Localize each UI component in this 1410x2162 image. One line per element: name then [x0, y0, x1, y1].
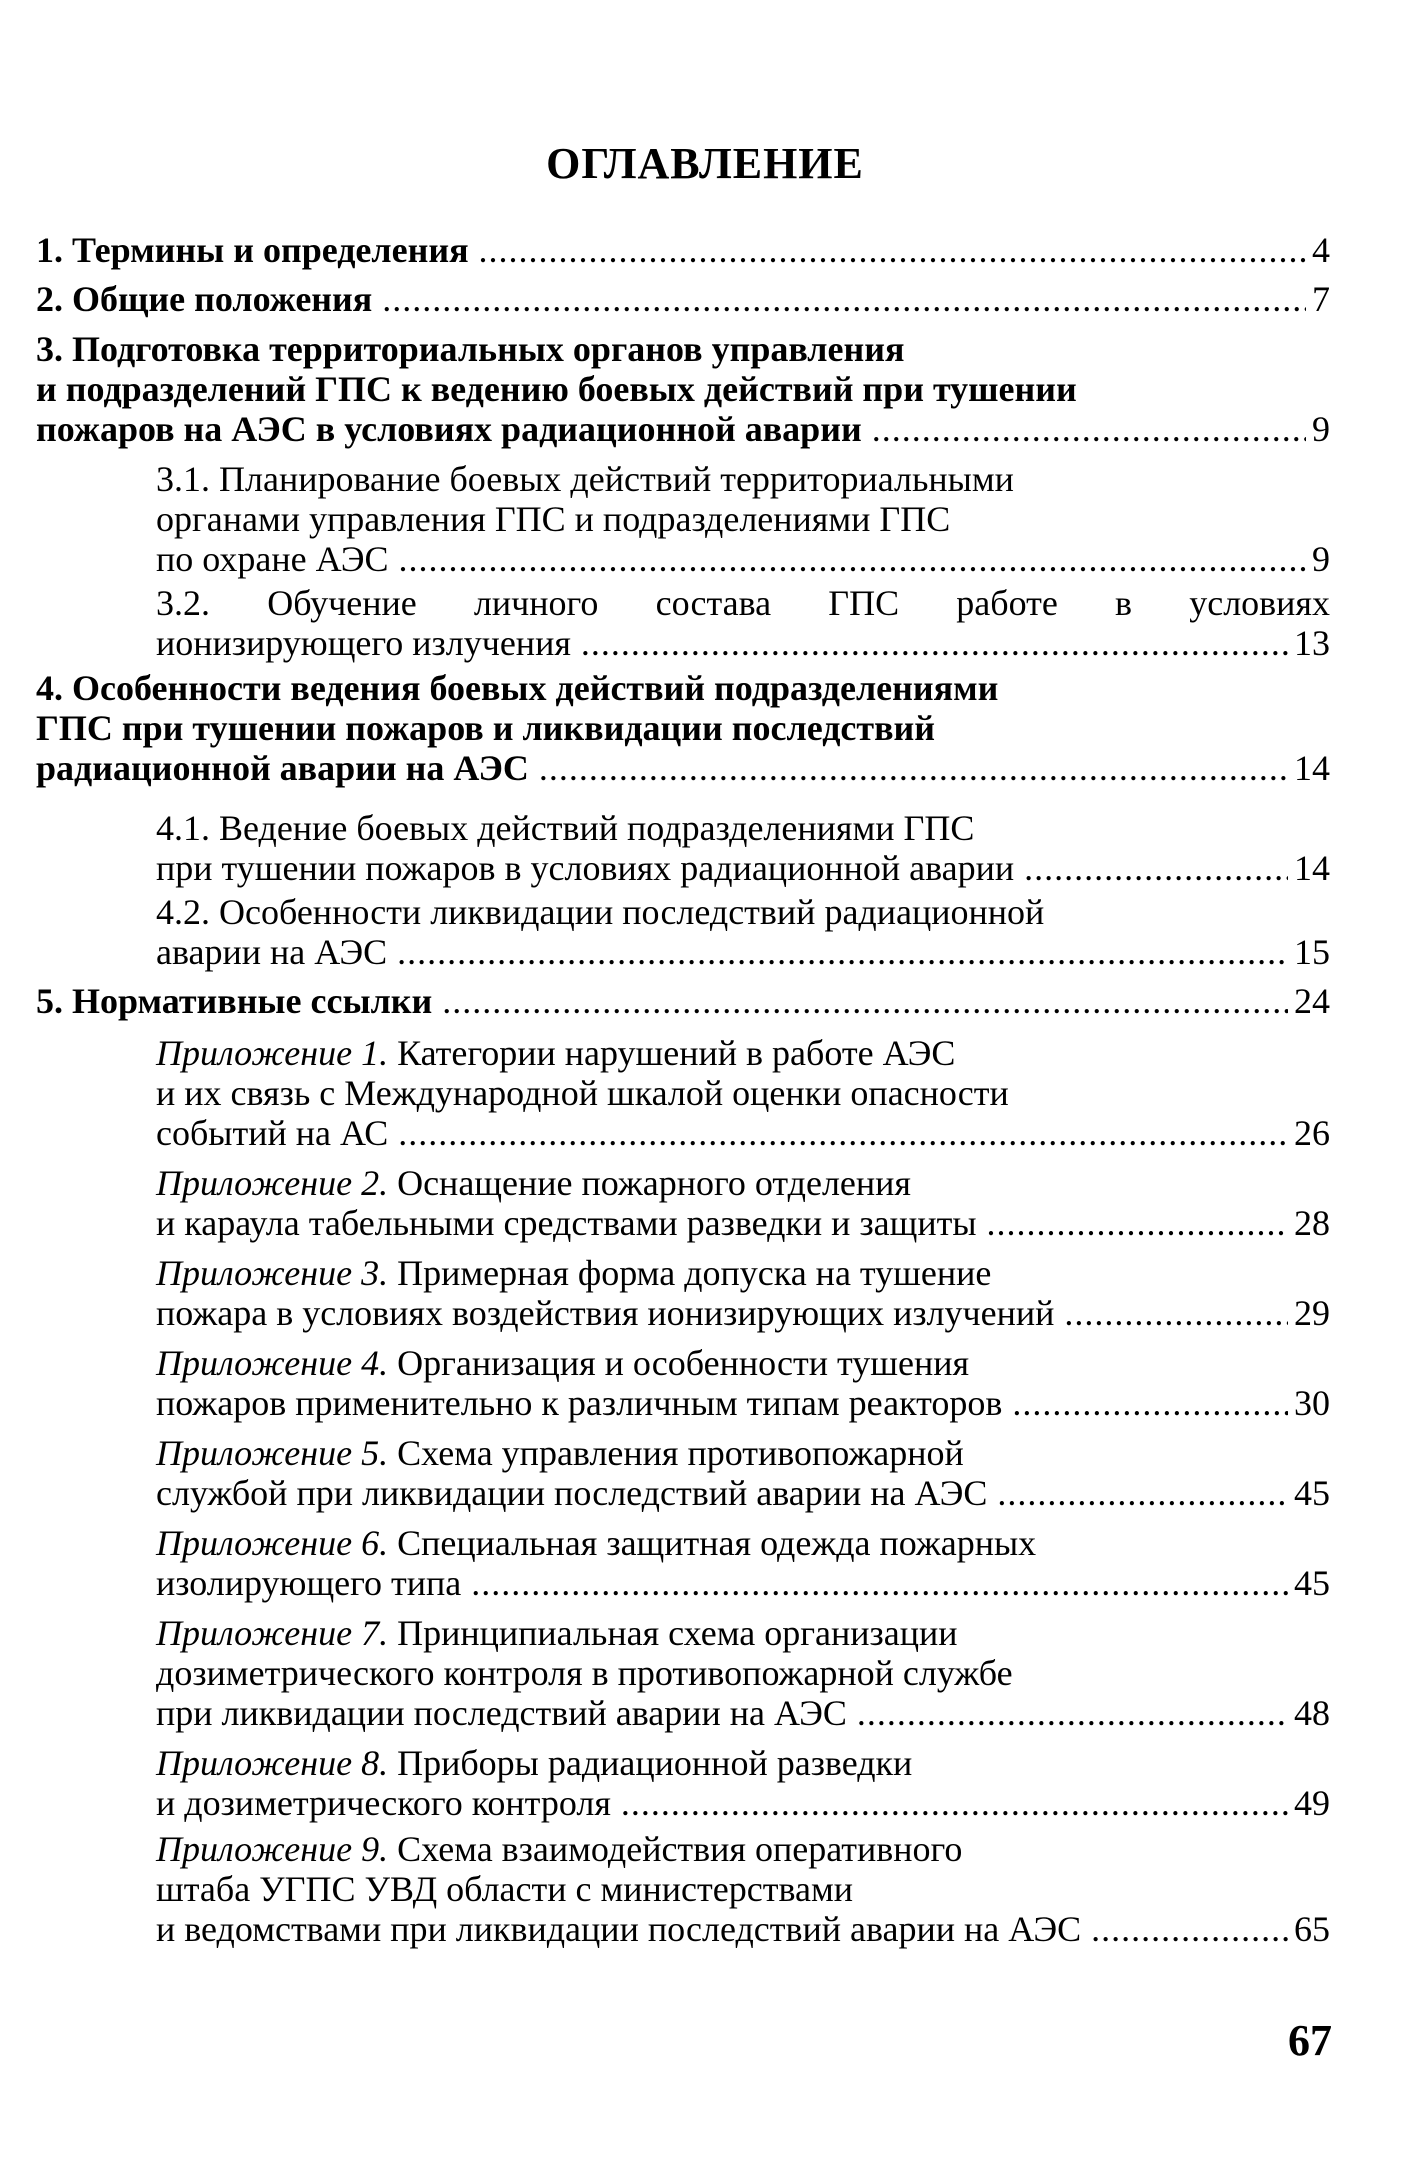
leader-dots	[471, 1563, 1288, 1603]
toc-appendix-1	[156, 1033, 1330, 1153]
toc-entry-5	[36, 981, 1330, 1021]
toc-entry-3-1	[156, 459, 1330, 579]
toc-entry-text: органами управления ГПС и подразделениями ГПС	[156, 499, 951, 539]
toc-entry-text: аварии на АЭС	[156, 932, 388, 972]
toc-entry-4	[36, 668, 1330, 788]
toc-entry-text: Примерная форма допуска на тушение	[397, 1253, 992, 1293]
leader-dots	[479, 230, 1306, 270]
toc-entry-3	[36, 329, 1330, 449]
toc-entry-text: пожаров на АЭС в условиях радиационной аварии	[36, 409, 862, 449]
toc-entry-text: Схема взаимодействия оперативного	[397, 1829, 963, 1869]
toc-entry-text: и караула табельными средствами разведки и защиты	[156, 1203, 977, 1243]
toc-entry-text: и их связь с Международной шкалой оценки опасности	[156, 1073, 1009, 1113]
appendix-prefix: Приложение 4.	[156, 1343, 389, 1383]
page-number: 67	[1288, 2016, 1332, 2065]
toc-page-number: 28	[1294, 1203, 1330, 1243]
leader-dots	[987, 1203, 1288, 1243]
toc-appendix-7	[156, 1613, 1330, 1733]
toc-entry-text: Специальная защитная одежда пожарных	[397, 1523, 1037, 1563]
toc-page-number: 65	[1294, 1909, 1330, 1949]
toc-page-number: 15	[1294, 932, 1330, 972]
leader-dots	[997, 1473, 1288, 1513]
toc-entry-3-2	[156, 583, 1330, 663]
toc-page-number: 24	[1294, 981, 1330, 1021]
toc-entry-text: дозиметрического контроля в противопожарной службе	[156, 1653, 1013, 1693]
toc-appendix-8	[156, 1743, 1330, 1823]
page-title: ОГЛАВЛЕНИЕ	[546, 139, 864, 188]
leader-dots	[1024, 848, 1288, 888]
appendix-prefix: Приложение 8.	[156, 1743, 389, 1783]
toc-entry-text: Оснащение пожарного отделения	[397, 1163, 911, 1203]
toc-page-number: 48	[1294, 1693, 1330, 1733]
toc-entry-text: 1. Термины и определения	[36, 230, 469, 270]
leader-dots	[621, 1783, 1288, 1823]
toc-entry-text: радиационной аварии на АЭС	[36, 748, 529, 788]
toc-page-number: 9	[1312, 539, 1330, 579]
toc-entry-text: 3.2. Обучение личного состава ГПС работе в условиях	[156, 583, 1330, 623]
toc-entry-text: Категории нарушений в работе АЭС	[397, 1033, 956, 1073]
toc-entry-text: Организация и особенности тушения	[397, 1343, 970, 1383]
toc-entry-text: 3.1. Планирование боевых действий территориальными	[156, 459, 1014, 499]
toc-entry-text: 2. Общие положения	[36, 279, 373, 319]
leader-dots	[872, 409, 1306, 449]
toc-entry-text: пожаров применительно к различным типам реакторов	[156, 1383, 1003, 1423]
toc-page-number: 7	[1312, 279, 1330, 319]
toc-entry-text: и дозиметрического контроля	[156, 1783, 611, 1823]
toc-page-number: 13	[1294, 623, 1330, 663]
toc-page-number: 14	[1294, 748, 1330, 788]
toc-page-number: 14	[1294, 848, 1330, 888]
appendix-prefix: Приложение 5.	[156, 1433, 389, 1473]
toc-page-number: 9	[1312, 409, 1330, 449]
leader-dots	[1091, 1909, 1288, 1949]
toc-entry-text: 3. Подготовка территориальных органов управления	[36, 329, 905, 369]
toc-page-number: 45	[1294, 1473, 1330, 1513]
leader-dots	[398, 1113, 1288, 1153]
leader-dots	[581, 623, 1288, 663]
appendix-prefix: Приложение 1.	[156, 1033, 389, 1073]
toc-appendix-2	[156, 1163, 1330, 1243]
appendix-prefix: Приложение 3.	[156, 1253, 389, 1293]
toc-entry-text: штаба УГПС УВД области с министерствами	[156, 1869, 854, 1909]
leader-dots	[442, 981, 1288, 1021]
toc-entry-text: 4. Особенности ведения боевых действий подразделениями	[36, 668, 999, 708]
toc-entry-text: ионизирующего излучения	[156, 623, 571, 663]
toc-entry-text: ГПС при тушении пожаров и ликвидации последствий	[36, 708, 935, 748]
toc-entry-text: и подразделений ГПС к ведению боевых действий при тушении	[36, 369, 1077, 409]
toc-entry-text: событий на АС	[156, 1113, 389, 1153]
toc-entry-2	[36, 279, 1330, 319]
toc-entry-text: при ликвидации последствий аварии на АЭС	[156, 1693, 847, 1733]
toc-entry-text: при тушении пожаров в условиях радиационной аварии	[156, 848, 1015, 888]
appendix-prefix: Приложение 6.	[156, 1523, 389, 1563]
leader-dots	[1012, 1383, 1288, 1423]
toc-entry-text: службой при ликвидации последствий аварии на АЭС	[156, 1473, 988, 1513]
leader-dots	[398, 539, 1306, 579]
toc-appendix-5	[156, 1433, 1330, 1513]
toc-entry-text: пожара в условиях воздействия ионизирующих излучений	[156, 1293, 1055, 1333]
toc-entry-text: 4.2. Особенности ликвидации последствий радиационной	[156, 892, 1045, 932]
toc-page-number: 29	[1294, 1293, 1330, 1333]
appendix-prefix: Приложение 9.	[156, 1829, 389, 1869]
toc-appendix-9	[156, 1829, 1330, 1949]
toc-appendix-3	[156, 1253, 1330, 1333]
toc-entry-text: по охране АЭС	[156, 539, 389, 579]
toc-appendix-4	[156, 1343, 1330, 1423]
toc-page-number: 4	[1312, 230, 1330, 270]
leader-dots	[382, 279, 1306, 319]
toc-page-number: 30	[1294, 1383, 1330, 1423]
toc-page-number: 49	[1294, 1783, 1330, 1823]
toc-entry-text: 4.1. Ведение боевых действий подразделениями ГПС	[156, 808, 975, 848]
toc-entry-text: изолирующего типа	[156, 1563, 462, 1603]
toc-appendix-6	[156, 1523, 1330, 1603]
toc-entry-text: 5. Нормативные ссылки	[36, 981, 433, 1021]
toc-entry-text: Схема управления противопожарной	[397, 1433, 964, 1473]
toc-entry-text: и ведомствами при ликвидации последствий аварии на АЭС	[156, 1909, 1082, 1949]
leader-dots	[857, 1693, 1288, 1733]
toc-page-number: 45	[1294, 1563, 1330, 1603]
toc-page-number: 26	[1294, 1113, 1330, 1153]
toc-entry-text: Принципиальная схема организации	[397, 1613, 958, 1653]
leader-dots	[397, 932, 1288, 972]
toc-entry-4-2	[156, 892, 1330, 972]
appendix-prefix: Приложение 2.	[156, 1163, 389, 1203]
toc-entry-4-1	[156, 808, 1330, 888]
leader-dots	[1064, 1293, 1288, 1333]
appendix-prefix: Приложение 7.	[156, 1613, 389, 1653]
leader-dots	[539, 748, 1288, 788]
toc-entry-1	[36, 230, 1330, 270]
toc-entry-text: Приборы радиационной разведки	[397, 1743, 913, 1783]
